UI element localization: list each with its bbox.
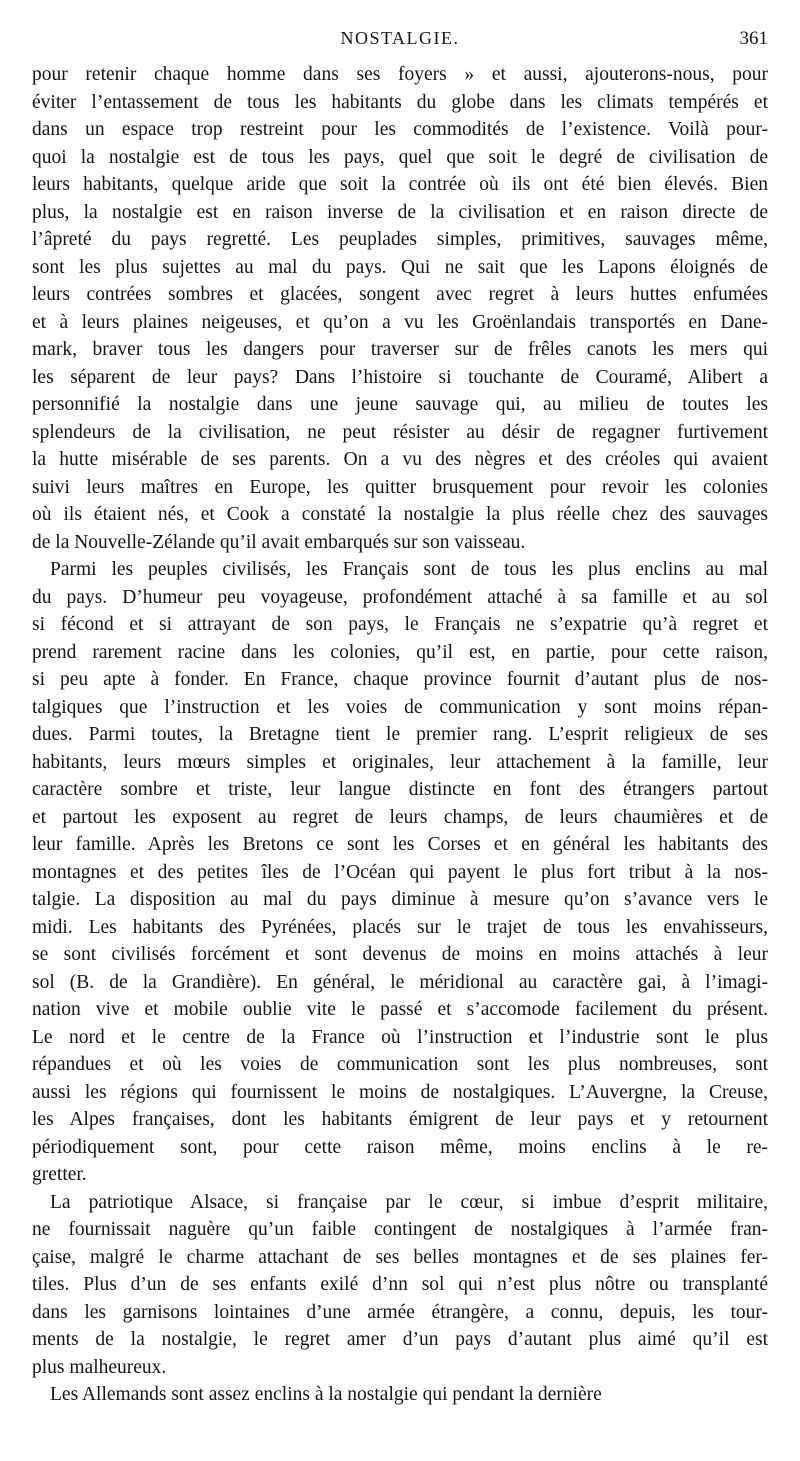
- text-line: si fécond et si attrayant de son pays, le Français ne s’expatrie qu’à regret et: [32, 614, 768, 635]
- text-line: midi. Les habitants des Pyrénées, placés sur le trajet de tous les envahisseurs,: [32, 916, 768, 938]
- text-line: répandues et où les voies de communication sont les plus nombreuses, sont: [32, 1054, 768, 1075]
- text-line: éviter l’entassement de tous les habitants du globe dans les climats tempérés et: [32, 91, 768, 113]
- text-line: les séparent de leur pays? Dans l’histoire si touchante de Couramé, Alibert a: [32, 366, 768, 388]
- text-line: pour retenir chaque homme dans ses foyers » et aussi, ajouterons-nous, pour: [32, 64, 768, 85]
- text-line: habitants, leurs mœurs simples et originales, leur attachement à la famille, leur: [32, 751, 768, 773]
- text-line: se sont civilisés forcément et sont devenus de moins en moins attachés à leur: [32, 944, 768, 965]
- text-line: montagnes et des petites îles de l’Océan qui payent le plus fort tribut à la nos-: [32, 861, 768, 883]
- text-line: où ils étaient nés, et Cook a constaté la nostalgie la plus réelle chez des sauvages: [32, 504, 768, 525]
- text-line: sont les plus sujettes au mal du pays. Qui ne sait que les Lapons éloignés de: [32, 256, 768, 278]
- text-line: si peu apte à fonder. En France, chaque province fournit d’autant plus de nos-: [32, 669, 768, 690]
- text-line: Le nord et le centre de la France où l’instruction et l’industrie sont le plus: [32, 1026, 768, 1048]
- text-line: prend rarement racine dans les colonies, qu’il est, en partie, pour cette raison,: [32, 641, 768, 663]
- text-line: dans un espace trop restreint pour les commodités de l’existence. Voilà pour-: [32, 119, 768, 140]
- text-line: sol (B. de la Grandière). En général, le méridional au caractère gai, à l’imagi-: [32, 971, 768, 993]
- text-line: gretter.: [32, 1164, 87, 1185]
- text-line: les Alpes françaises, dont les habitants émigrent de leur pays et y retournent: [32, 1109, 768, 1130]
- text-line: leurs habitants, quelque aride que soit la contrée où ils ont été bien élevés. Bien: [32, 174, 768, 195]
- text-line: leurs contrées sombres et glacées, songent avec regret à leurs huttes enfumées: [32, 284, 768, 305]
- text-line: dans les garnisons lointaines d’une armée étrangère, a connu, depuis, les tour-: [32, 1301, 768, 1323]
- page-number: 361: [739, 28, 768, 49]
- text-line: l’âpreté du pays regretté. Les peuplades simples, primitives, sauvages même,: [32, 229, 768, 250]
- text-line: la hutte misérable de ses parents. On a vu des nègres et des créoles qui avaient: [32, 449, 768, 470]
- running-title: NOSTALGIE.: [340, 28, 460, 48]
- text-line: leur famille. Après les Bretons ce sont les Corses et en général les habitants des: [32, 834, 768, 855]
- text-line: personnifié la nostalgie dans une jeune sauvage qui, au milieu de toutes les: [32, 394, 768, 415]
- running-header: [32, 28, 768, 54]
- text-line: talgiques que l’instruction et les voies de communication y sont moins répan-: [32, 696, 768, 718]
- text-line: Parmi les peuples civilisés, les Français sont de tous les plus enclins au mal: [50, 559, 768, 580]
- text-line: aussi les régions qui fournissent le moins de nostalgiques. L’Auvergne, la Creuse,: [32, 1081, 768, 1103]
- paragraph: [32, 1381, 768, 1409]
- text-line: périodiquement sont, pour cette raison même, moins enclins à le re-: [32, 1136, 768, 1158]
- text-line: ments de la nostalgie, le regret amer d’un pays d’autant plus aimé qu’il est: [32, 1329, 768, 1350]
- paragraph: [32, 1189, 768, 1382]
- text-line: Les Allemands sont assez enclins à la nostalgie qui pendant la dernière: [50, 1384, 602, 1405]
- text-line: suivi leurs maîtres en Europe, les quitter brusquement pour revoir les colonies: [32, 476, 768, 498]
- text-line: de la Nouvelle-Zélande qu’il avait embarqués sur son vaisseau.: [32, 531, 526, 553]
- text-line: splendeurs de la civilisation, ne peut résister au désir de regagner furtivement: [32, 421, 768, 443]
- text-line: et à leurs plaines neigeuses, et qu’on a vu les Groënlandais transportés en Dane-: [32, 311, 768, 333]
- text-line: talgie. La disposition au mal du pays diminue à mesure qu’on s’avance vers le: [32, 889, 768, 910]
- text-line: tiles. Plus d’un de ses enfants exilé d’nn sol qui n’est plus nôtre ou transplanté: [32, 1274, 768, 1295]
- paragraph: [32, 556, 768, 1189]
- text-line: du pays. D’humeur peu voyageuse, profondément attaché à sa famille et au sol: [32, 586, 768, 608]
- text-line: quoi la nostalgie est de tous les pays, quel que soit le degré de civilisation de: [32, 146, 768, 168]
- text-line: plus malheureux.: [32, 1356, 167, 1378]
- text-line: nation vive et mobile oublie vite le passé et s’accomode facilement du présent.: [32, 999, 768, 1020]
- text-line: et partout les exposent au regret de leurs champs, de leurs chaumières et de: [32, 806, 768, 828]
- text-line: çaise, malgré le charme attachant de ses belles montagnes et de ses plaines fer-: [32, 1246, 768, 1268]
- text-line: dues. Parmi toutes, la Bretagne tient le premier rang. L’esprit religieux de ses: [32, 724, 768, 745]
- text-line: La patriotique Alsace, si française par le cœur, si imbue d’esprit militaire,: [50, 1191, 768, 1213]
- body-text: [32, 61, 768, 1409]
- text-line: caractère sombre et triste, leur langue distincte en font des étrangers partout: [32, 779, 768, 800]
- paragraph: [32, 61, 768, 556]
- text-line: mark, braver tous les dangers pour traverser sur de frêles canots les mers qui: [32, 339, 768, 360]
- text-line: plus, la nostalgie est en raison inverse de la civilisation et en raison directe de: [32, 201, 768, 223]
- text-line: ne fournissait naguère qu’un faible contingent de nostalgiques à l’armée fran-: [32, 1219, 768, 1240]
